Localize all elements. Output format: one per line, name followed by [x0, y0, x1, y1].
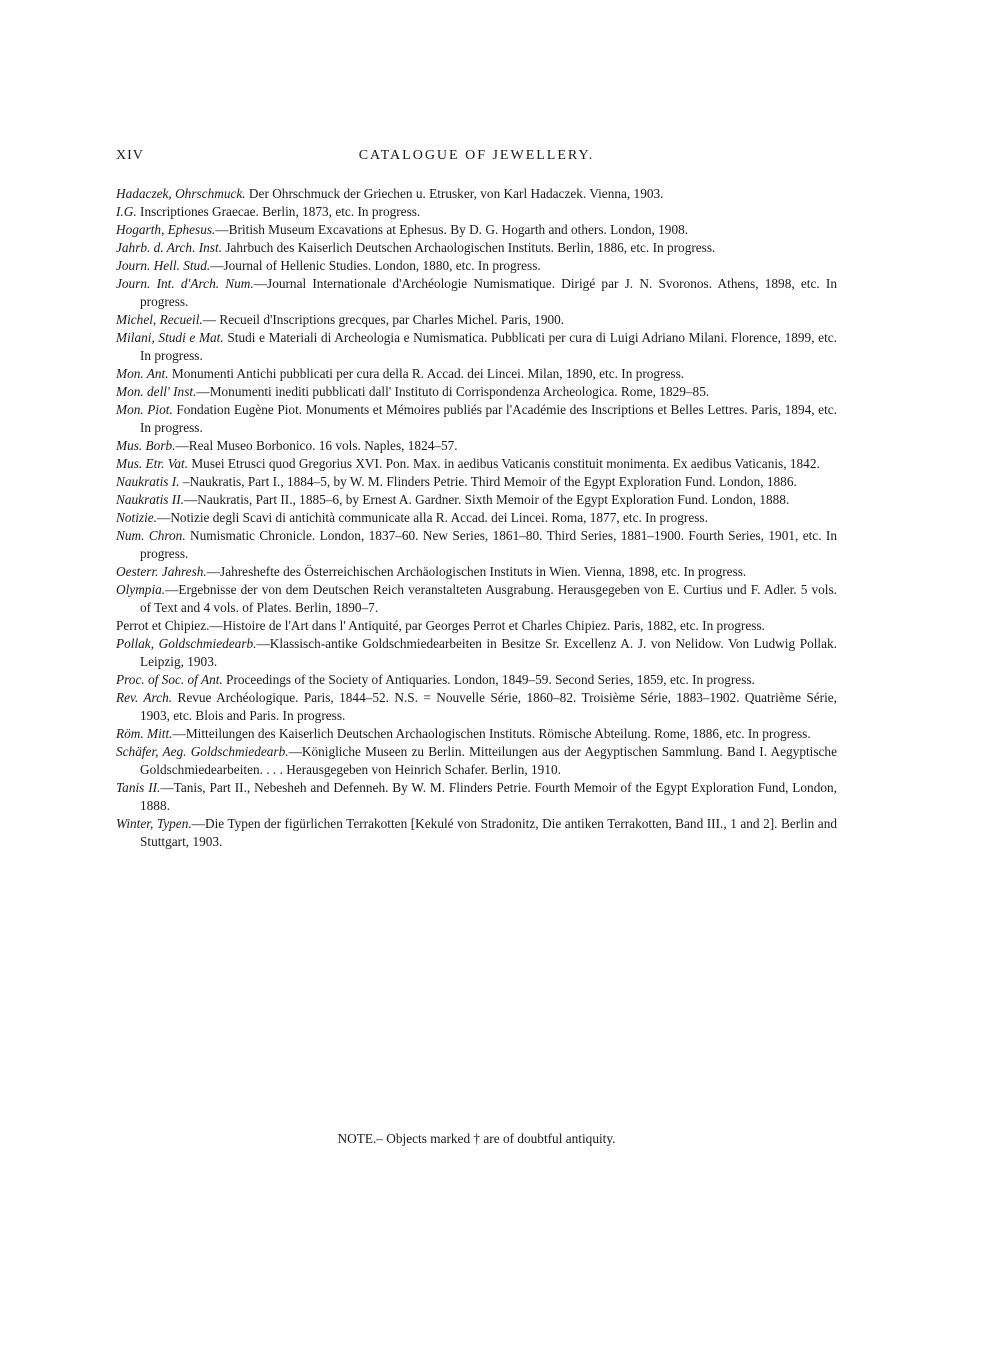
bibliography-entry: [116, 779, 837, 815]
bibliography-entry: [116, 221, 837, 239]
entry-abbreviation: Notizie.: [116, 510, 158, 525]
entry-text: –Naukratis, Part I., 1884–5, by W. M. Flinders Petrie. Third Memoir of the Egypt Exploration Fund. London, 1886.: [179, 474, 797, 489]
entry-text: —Monumenti inediti pubblicati dall' Instituto di Corrispondenza Archeologica. Rome, 1829–85.: [196, 384, 710, 399]
bibliography-entry: [116, 257, 837, 275]
entry-text: —Königliche Museen zu Berlin. Mitteilungen aus der Aegyptischen Sammlung. Band I. Aegyptische Goldschmiedearbeiten. . . . Herausgegeben von Heinrich Schafer. Berlin, 1910.: [140, 744, 837, 777]
page-header: [116, 148, 837, 168]
entry-text: —Die Typen der figürlichen Terrakotten [Kekulé von Stradonitz, Die antiken Terrakotten, Band III., 1 and 2]. Berlin and Stuttgart, 1903.: [140, 816, 837, 849]
entry-text: — Recueil d'Inscriptions grecques, par Charles Michel. Paris, 1900.: [202, 312, 565, 327]
footnote: NOTE.– Objects marked † are of doubtful antiquity.: [337, 1131, 616, 1146]
running-title: CATALOGUE OF JEWELLERY.: [358, 148, 595, 163]
bibliography-entry: [116, 185, 837, 203]
entry-text: Perrot et Chipiez.—Histoire de l'Art dans l' Antiquité, par Georges Perrot et Charles Chipiez. Paris, 1882, etc. In progress.: [116, 618, 765, 633]
entry-text: —Klassisch-antike Goldschmiedearbeiten in Besitze Sr. Excellenz A. J. von Nelidow. Von Ludwig Pollak. Leipzig, 1903.: [140, 636, 837, 669]
bibliography-entry: [116, 239, 837, 257]
bibliography-entry: [116, 329, 837, 365]
entry-abbreviation: Mon. Ant.: [116, 366, 169, 381]
entry-text: Studi e Materiali di Archeologia e Numismatica. Pubblicati per cura di Luigi Adriano Milani. Florence, 1899, etc. In progress.: [140, 330, 837, 363]
bibliography-entry: [116, 671, 837, 689]
entry-text: —Jahreshefte des Österreichischen Archäologischen Instituts in Wien. Vienna, 1898, etc. In progress.: [206, 564, 747, 579]
bibliography-entry: [116, 455, 837, 473]
bibliography-entry: [116, 725, 837, 743]
entry-text: —Real Museo Borbonico. 16 vols. Naples, 1824–57.: [175, 438, 458, 453]
entry-text: —British Museum Excavations at Ephesus. By D. G. Hogarth and others. London, 1908.: [215, 222, 689, 237]
entry-abbreviation: Mon. dell' Inst.: [116, 384, 197, 399]
bibliography-entry: [116, 203, 837, 221]
bibliography-entry: [116, 383, 837, 401]
entry-text: —Ergebnisse der von dem Deutschen Reich veranstalteten Ausgrabung. Herausgegeben von E. Curtius und F. Adler. 5 vols. of Text and 4 vols. of Plates. Berlin, 1890–7.: [140, 582, 837, 615]
bibliography-entry: [116, 563, 837, 581]
entry-abbreviation: Journ. Hell. Stud.: [116, 258, 211, 273]
bibliography-entry: [116, 509, 837, 527]
entry-abbreviation: Michel, Recueil.: [116, 312, 203, 327]
entry-abbreviation: Pollak, Goldschmiedearb.: [116, 636, 257, 651]
entry-abbreviation: Mus. Borb.: [116, 438, 176, 453]
entry-text: —Journal of Hellenic Studies. London, 1880, etc. In progress.: [210, 258, 541, 273]
entry-abbreviation: Journ. Int. d'Arch. Num.: [116, 276, 254, 291]
entry-text: Revue Archéologique. Paris, 1844–52. N.S. = Nouvelle Série, 1860–82. Troisième Série, 1883–1902. Quatrième Série, 1903, etc. Blois and Paris. In progress.: [140, 690, 837, 723]
bibliography-entry: [116, 437, 837, 455]
entry-text: —Journal Internationale d'Archéologie Numismatique. Dirigé par J. N. Svoronos. Athens, 1898, etc. In progress.: [140, 276, 838, 309]
bibliography-entry: [116, 473, 837, 491]
bibliography-entry: [116, 401, 837, 437]
entry-abbreviation: Rev. Arch.: [116, 690, 173, 705]
entry-abbreviation: Röm. Mitt.: [116, 726, 173, 741]
bibliography-entry: [116, 527, 837, 563]
entry-abbreviation: Proc. of Soc. of Ant.: [116, 672, 223, 687]
bibliography-entry: [116, 635, 837, 671]
entry-text: Der Ohrschmuck der Griechen u. Etrusker, von Karl Hadaczek. Vienna, 1903.: [245, 186, 664, 201]
bibliography-entry: [116, 743, 837, 779]
entry-abbreviation: Jahrb. d. Arch. Inst.: [116, 240, 222, 255]
bibliography-list: [116, 185, 837, 851]
entry-abbreviation: Winter, Typen.: [116, 816, 192, 831]
entry-text: Musei Etrusci quod Gregorius XVI. Pon. Max. in aedibus Vaticanis constituit monimenta. Ex aedibus Vaticanis, 1842.: [188, 456, 820, 471]
entry-abbreviation: Num. Chron.: [116, 528, 186, 543]
entry-text: Inscriptiones Graecae. Berlin, 1873, etc. In progress.: [136, 204, 421, 219]
entry-abbreviation: Schäfer, Aeg. Goldschmiedearb.: [116, 744, 289, 759]
bibliography-entry: [116, 689, 837, 725]
entry-text: —Tanis, Part II., Nebesheh and Defenneh. By W. M. Flinders Petrie. Fourth Memoir of the Egypt Exploration Fund, London, 1888.: [140, 780, 837, 813]
bibliography-entry: [116, 365, 837, 383]
entry-abbreviation: Mon. Piot.: [116, 402, 173, 417]
bibliography-entry: [116, 275, 837, 311]
entry-abbreviation: Hadaczek, Ohrschmuck.: [116, 186, 246, 201]
entry-abbreviation: Mus. Etr. Vat.: [116, 456, 189, 471]
entry-text: —Mitteilungen des Kaiserlich Deutschen Archaologischen Instituts. Römische Abteilung. Rome, 1886, etc. In progress.: [172, 726, 811, 741]
entry-abbreviation: Naukratis I.: [116, 474, 180, 489]
entry-abbreviation: Naukratis II.: [116, 492, 184, 507]
bibliography-entry: [116, 815, 837, 851]
entry-abbreviation: Oesterr. Jahresh.: [116, 564, 207, 579]
bibliography-entry: [116, 581, 837, 617]
bibliography-entry: [116, 311, 837, 329]
page-number: XIV: [116, 148, 144, 163]
entry-abbreviation: Olympia.: [116, 582, 166, 597]
bibliography-entry: [116, 617, 837, 635]
entry-text: Fondation Eugène Piot. Monuments et Mémoires publiés par l'Académie des Inscriptions et Belles Lettres. Paris, 1894, etc. In progress.: [140, 402, 837, 435]
entry-abbreviation: Tanis II.: [116, 780, 161, 795]
entry-text: Numismatic Chronicle. London, 1837–60. New Series, 1861–80. Third Series, 1881–1900. Fourth Series, 1901, etc. In progress.: [140, 528, 837, 561]
entry-text: Proceedings of the Society of Antiquaries. London, 1849–59. Second Series, 1859, etc. In progress.: [222, 672, 755, 687]
entry-abbreviation: Hogarth, Ephesus.: [116, 222, 216, 237]
bibliography-entry: [116, 491, 837, 509]
entry-text: Jahrbuch des Kaiserlich Deutschen Archaologischen Instituts. Berlin, 1886, etc. In progress.: [222, 240, 716, 255]
entry-text: —Naukratis, Part II., 1885–6, by Ernest A. Gardner. Sixth Memoir of the Egypt Exploration Fund. London, 1888.: [183, 492, 790, 507]
entry-text: Monumenti Antichi pubblicati per cura della R. Accad. dei Lincei. Milan, 1890, etc. In progress.: [168, 366, 685, 381]
entry-abbreviation: I.G.: [116, 204, 137, 219]
entry-text: —Notizie degli Scavi di antichità communicate alla R. Accad. dei Lincei. Roma, 1877, etc. In progress.: [157, 510, 708, 525]
entry-abbreviation: Milani, Studi e Mat.: [116, 330, 224, 345]
